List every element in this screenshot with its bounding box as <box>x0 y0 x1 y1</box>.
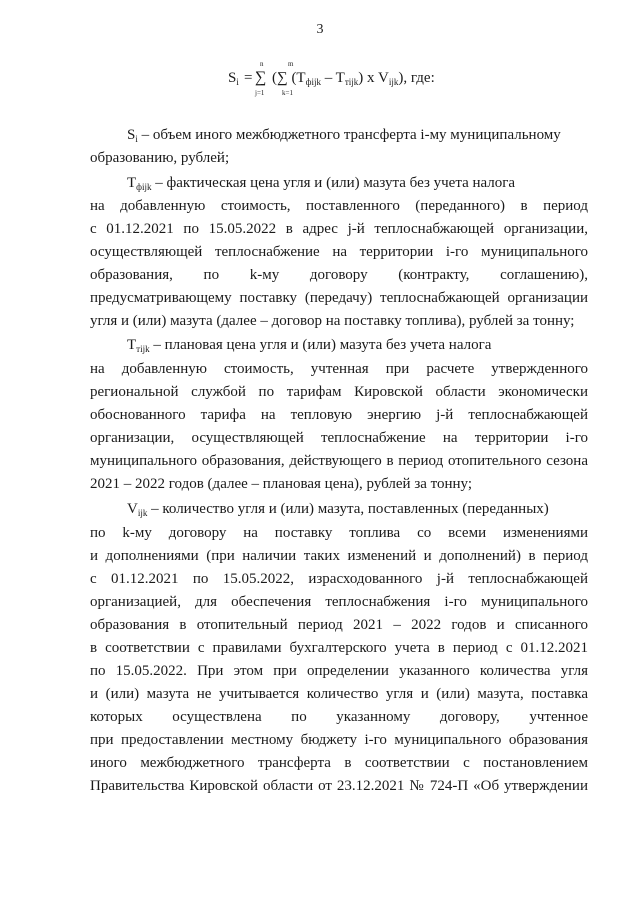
v-definition-line1: $V_{ijk}$ – количество угля и (или) мазута, поставленных (переданных) <box>127 501 549 518</box>
v-definition-line3: и дополнениями (при наличии таких изменений и дополнений) в период <box>90 548 588 564</box>
tt-definition-line5: организации, осуществляющей теплоснабжение на территории i-го <box>90 430 588 446</box>
v-definition-line12: иного межбюджетного трансферта в соответствии с постановлением <box>90 755 588 771</box>
sum-outer-upper-limit: n <box>260 60 264 68</box>
v-definition-line11: при предоставлении местному бюджету i-го муниципального образования <box>90 732 588 748</box>
tf-definition-line4: осуществляющей теплоснабжение на территории i-го муниципального <box>90 244 588 260</box>
formula-s: $S_i$ <box>228 70 239 87</box>
tf-definition-line3: с 01.12.2021 по 15.05.2022 в адрес j-й теплоснабжающей организации, <box>90 221 588 237</box>
v-definition-line9: и (или) мазута не учитывается количество угля и (или) мазута, поставка <box>90 686 588 702</box>
tf-definition-line5: образования, по k-му договору (контракту, соглашению), <box>90 267 588 283</box>
sum-inner-upper-limit: m <box>288 60 294 68</box>
tt-definition-line6: муниципального образования, действующего в период отопительного сезона <box>90 453 588 469</box>
v-definition-line2: по k-му договору на поставку топлива со всеми изменениями <box>90 525 588 541</box>
tf-definition-line6: предусматривающему поставку (передачу) теплоснабжающей организации <box>90 290 588 306</box>
v-definition-line4: с 01.12.2021 по 15.05.2022, израсходованного j-й теплоснабжающей <box>90 571 588 587</box>
formula <box>210 58 510 108</box>
v-definition-line6: образования в отопительный период 2021 – 2022 годов и списанного <box>90 617 588 633</box>
v-definition-line10: которых осуществлена по указанному договору, учтенное <box>90 709 588 725</box>
tf-definition-line2: на добавленную стоимость, поставленного (переданного) в период <box>90 198 588 214</box>
page-number: 3 <box>316 22 324 37</box>
s-definition-line1: $S_i$ – объем иного межбюджетного трансферта i-му муниципальному <box>127 127 561 144</box>
formula-equals: = <box>244 70 253 86</box>
sum-inner-lower-limit: k=1 <box>282 89 293 97</box>
s-definition-line2: образованию, рублей; <box>90 150 230 166</box>
sum-outer-lower-limit: j=1 <box>255 89 265 97</box>
tt-definition-line3: региональной службой по тарифам Кировской области экономически <box>90 384 588 400</box>
formula-body: (∑ $(T_{фijk} - T_{тijk})$ x $V_{ijk}$), где: <box>272 70 435 87</box>
tt-definition-line4: обоснованного тарифа на тепловую энергию j-й теплоснабжающей <box>90 407 588 423</box>
tf-definition-line1: $T_{фijk}$ – фактическая цена угля и (или) мазута без учета налога <box>127 175 516 192</box>
tf-definition-line7: угля и (или) мазута (далее – договор на поставку топлива), рублей за тонну; <box>90 313 575 329</box>
tt-definition-line1: $T_{тijk}$ – плановая цена угля и (или) мазута без учета налога <box>127 337 492 354</box>
tt-definition-line7: 2021 – 2022 годов (далее – плановая цена), рублей за тонну; <box>90 476 473 492</box>
v-definition-line5: организацией, для обеспечения теплоснабжения i-го муниципального <box>90 594 588 610</box>
v-definition-line7: в соответствии с правилами бухгалтерского учета в период с 01.12.2021 <box>90 640 588 656</box>
v-definition-line13: Правительства Кировской области от 23.12.2021 № 724-П «Об утверждении <box>90 778 588 794</box>
sum-outer-sign: ∑ <box>255 69 267 86</box>
tt-definition-line2: на добавленную стоимость, учтенная при расчете утвержденного <box>90 361 588 377</box>
v-definition-line8: по 15.05.2022. При этом при определении указанного количества угля <box>90 663 588 679</box>
